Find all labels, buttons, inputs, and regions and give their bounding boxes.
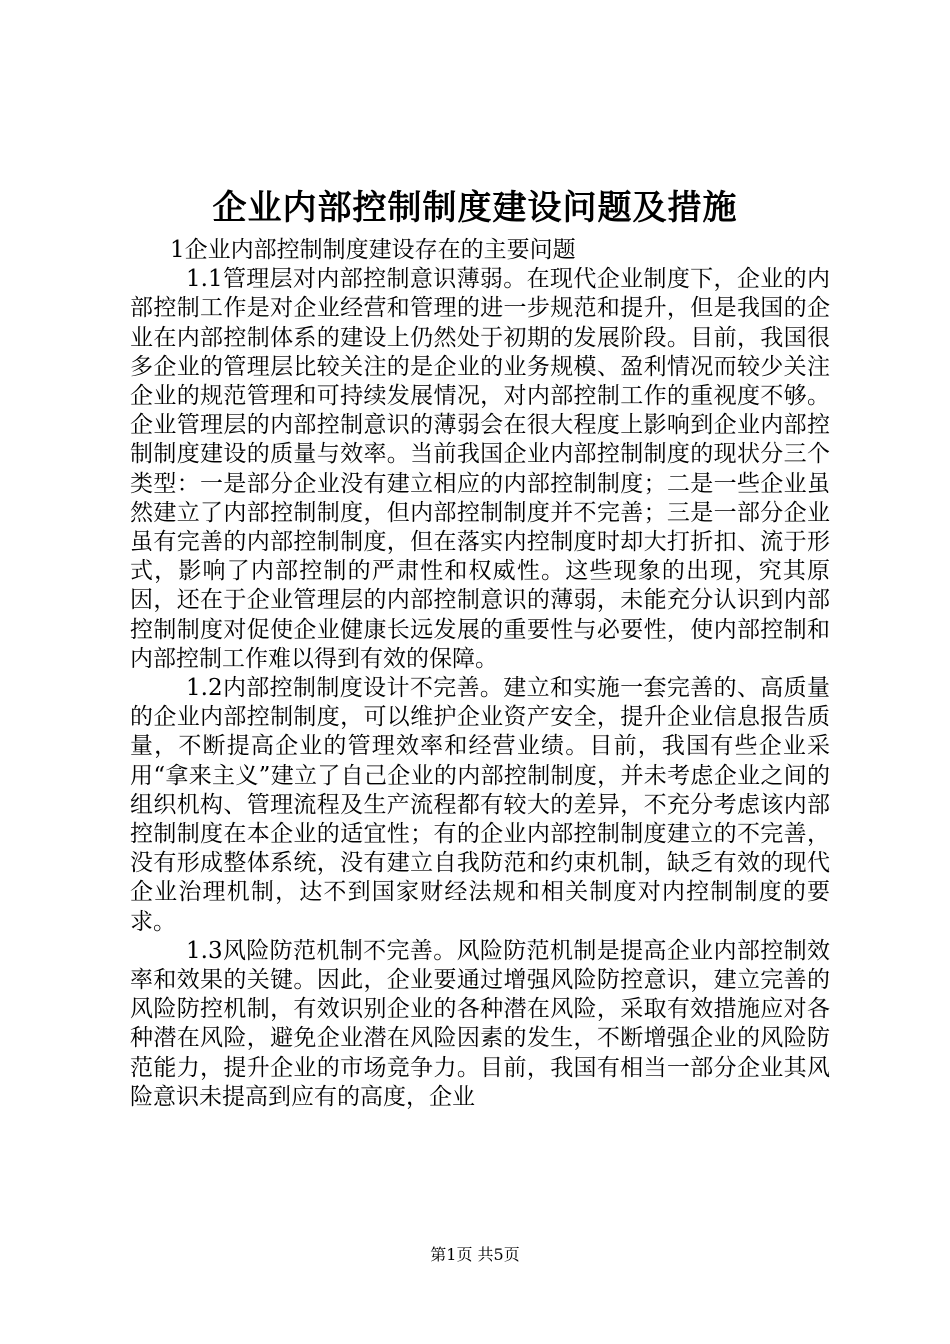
document-body [130, 236, 830, 1112]
document-title: 企业内部控制制度建设问题及措施 [212, 188, 738, 228]
paragraph-1-1: 1.1管理层对内部控制意识薄弱。在现代企业制度下，企业的内部控制工作是对企业经营和管理的进一步规范和提升，但是我国的企业在内部控制体系的建设上仍然处于初期的发展阶段。目前，我国很多企业的管理层比较关注的是企业的业务规模、盈利情况而较少关注企业的规范管理和可持续发展情况，对内部控制工作的重视度不够。企业管理层的内部控制意识的薄弱会在很大程度上影响到企业内部控制制度建设的质量与效率。当前我国企业内部控制制度的现状分三个类型：一是部分企业没有建立相应的内部控制制度；二是一些企业虽然建立了内部控制制度，但内部控制制度并不完善；三是一部分企业虽有完善的内部控制制度，但在落实内控制度时却大打折扣、流于形式，影响了内部控制的严肃性和权威性。这些现象的出现，究其原因，还在于企业管理层的内部控制意识的薄弱，未能充分认识到内部控制制度对促使企业健康长远发展的重要性与必要性，使内部控制和内部控制工作难以得到有效的保障。 [130, 266, 830, 672]
section-heading: 1企业内部控制制度建设存在的主要问题 [170, 237, 576, 263]
paragraph-1-2: 1.2内部控制制度设计不完善。建立和实施一套完善的、高质量的企业内部控制制度，可以维护企业资产安全，提升企业信息报告质量，不断提高企业的管理效率和经营业绩。目前，我国有些企业采用“拿来主义”建立了自己企业的内部控制制度，并未考虑企业之间的组织机构、管理流程及生产流程都有较大的差异，不充分考虑该内部控制制度在本企业的适宜性；有的企业内部控制制度建立的不完善，没有形成整体系统，没有建立自我防范和约束机制，缺乏有效的现代企业治理机制，达不到国家财经法规和相关制度对内控制制度的要求。 [130, 675, 830, 935]
page-number-footer: 第1页 共5页 [430, 1245, 520, 1264]
paragraph-1-3: 1.3风险防范机制不完善。风险防范机制是提高企业内部控制效率和效果的关键。因此，企业要通过增强风险防控意识，建立完善的风险防控机制，有效识别企业的各种潜在风险，采取有效措施应对各种潜在风险，避免企业潜在风险因素的发生，不断增强企业的风险防范能力，提升企业的市场竞争力。目前，我国有相当一部分企业其风险意识未提高到应有的高度，企业 [130, 937, 830, 1110]
